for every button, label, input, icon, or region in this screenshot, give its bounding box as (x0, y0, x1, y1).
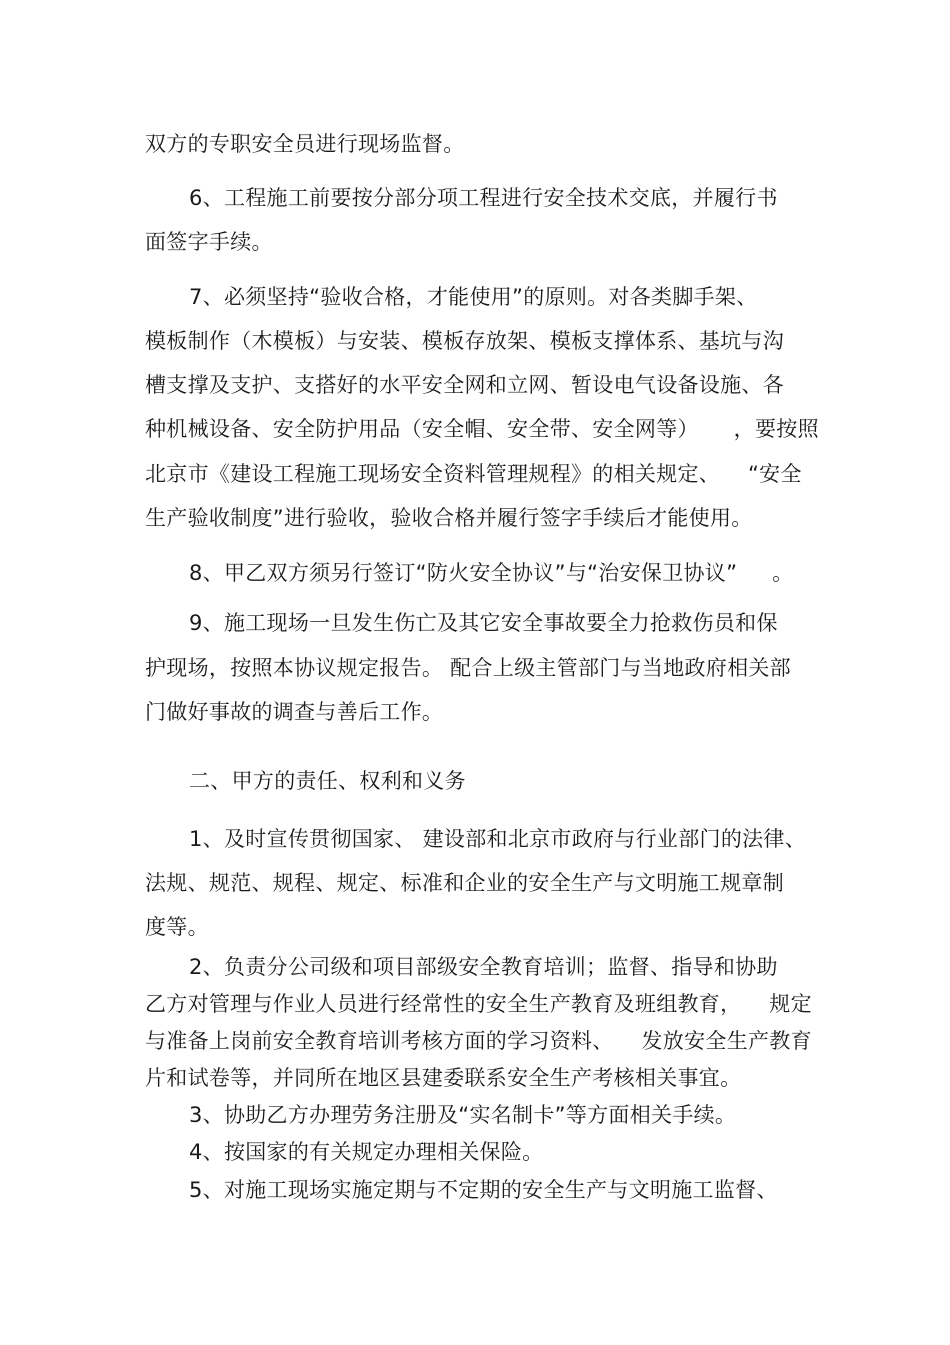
section-heading: 二、甲方的责任、权利和义务 (189, 769, 466, 793)
text-line: 7、必须坚持“验收合格，才能使用”的原则。对各类脚手架、 (189, 285, 758, 309)
text-line: 4、按国家的有关规定办理相关保险。 (189, 1140, 544, 1164)
text-line: 片和试卷等，并同所在地区县建委联系安全生产考核相关事宜。 (145, 1066, 742, 1090)
text-line: 与准备上岗前安全教育培训考核方面的学习资料、 发放安全生产教育 (145, 1029, 812, 1053)
text-line: 模板制作（木模板）与安装、模板存放架、模板支撑体系、基坑与沟 (145, 329, 784, 353)
text-line: 种机械设备、安全防护用品（安全帽、安全带、安全网等） ，要按照 (145, 417, 819, 441)
text-line: 法规、规范、规程、规定、标准和企业的安全生产与文明施工规章制 (145, 871, 784, 895)
text-line: 乙方对管理与作业人员进行经常性的安全生产教育及班组教育， 规定 (145, 992, 812, 1016)
text-line: 槽支撑及支护、支搭好的水平安全网和立网、暂设电气设备设施、各 (145, 373, 784, 397)
text-line: 9、施工现场一旦发生伤亡及其它安全事故要全力抢救伤员和保 (189, 611, 778, 635)
text-line: 北京市《建设工程施工现场安全资料管理规程》的相关规定、 “安全 (145, 462, 802, 486)
text-line: 面签字手续。 (145, 230, 273, 254)
text-line: 双方的专职安全员进行现场监督。 (145, 132, 465, 156)
text-line: 8、甲乙双方须另行签订“防火安全协议”与“治安保卫协议” 。 (189, 561, 794, 585)
text-line: 6、工程施工前要按分部分项工程进行安全技术交底，并履行书 (189, 186, 778, 210)
text-line: 1、及时宣传贯彻国家、 建设部和北京市政府与行业部门的法律、 (189, 827, 807, 851)
text-line: 2、负责分公司级和项目部级安全教育培训；监督、指导和协助 (189, 955, 778, 979)
text-line: 护现场，按照本协议规定报告。 配合上级主管部门与当地政府相关部 (145, 656, 791, 680)
text-line: 度等。 (145, 915, 209, 939)
text-line: 3、协助乙方办理劳务注册及“实名制卡”等方面相关手续。 (189, 1103, 737, 1127)
text-line: 5、对施工现场实施定期与不定期的安全生产与文明施工监督、 (189, 1178, 778, 1202)
text-line: 门做好事故的调查与善后工作。 (145, 700, 444, 724)
text-line: 生产验收制度”进行验收，验收合格并履行签字手续后才能使用。 (145, 506, 753, 530)
